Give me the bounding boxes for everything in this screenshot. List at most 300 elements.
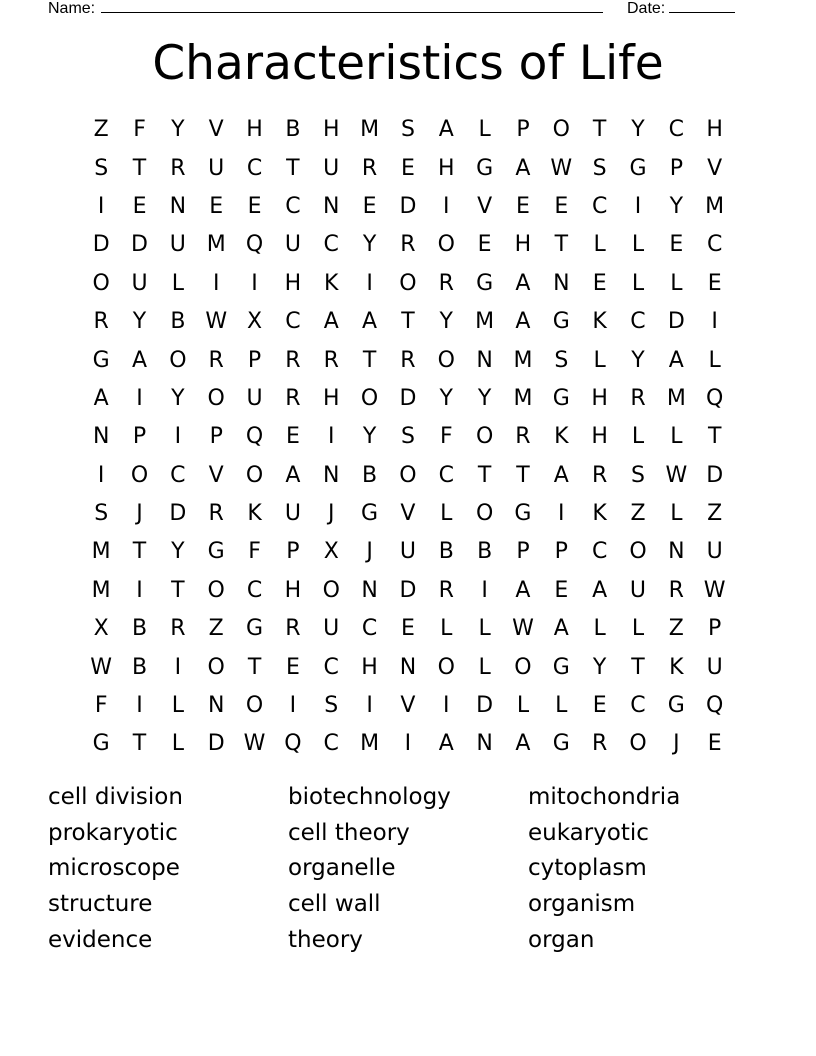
grid-letter[interactable]: H <box>361 654 378 680</box>
date-blank-line[interactable] <box>669 0 735 13</box>
grid-letter[interactable]: S <box>554 347 569 373</box>
grid-letter[interactable]: Z <box>208 616 224 642</box>
grid-letter[interactable]: N <box>361 577 378 603</box>
grid-letter[interactable]: D <box>667 309 685 335</box>
grid-letter[interactable]: A <box>515 155 531 181</box>
grid-letter[interactable]: L <box>171 693 184 719</box>
grid-letter[interactable]: C <box>285 309 301 335</box>
grid-letter[interactable]: C <box>630 309 646 335</box>
grid-letter[interactable]: I <box>97 462 105 488</box>
grid-letter[interactable]: U <box>208 155 225 181</box>
grid-letter[interactable]: D <box>399 577 417 603</box>
grid-letter[interactable]: R <box>630 385 646 411</box>
grid-letter[interactable]: H <box>284 270 302 296</box>
grid-letter[interactable]: W <box>243 731 266 757</box>
grid-letter[interactable]: C <box>630 693 646 719</box>
grid-letter[interactable]: J <box>366 539 373 565</box>
grid-letter[interactable]: G <box>552 385 570 411</box>
grid-letter[interactable]: I <box>443 693 450 719</box>
grid-letter[interactable]: P <box>286 539 300 565</box>
grid-letter[interactable]: P <box>247 347 262 373</box>
grid-letter[interactable]: M <box>360 731 380 757</box>
grid-letter[interactable]: M <box>513 385 533 411</box>
grid-letter[interactable]: R <box>285 385 301 411</box>
grid-letter[interactable]: I <box>136 577 143 603</box>
grid-letter[interactable]: R <box>668 577 684 603</box>
grid-letter[interactable]: O <box>475 501 494 527</box>
grid-letter[interactable]: U <box>284 501 301 527</box>
grid-letter[interactable]: L <box>670 270 683 296</box>
grid-letter[interactable]: H <box>514 232 532 258</box>
grid-letter[interactable]: I <box>136 385 143 411</box>
grid-letter[interactable]: R <box>361 155 378 181</box>
grid-letter[interactable]: M <box>91 539 111 565</box>
grid-letter[interactable]: G <box>476 270 494 296</box>
grid-letter[interactable]: O <box>437 232 455 258</box>
grid-letter[interactable]: O <box>322 577 340 603</box>
grid-letter[interactable]: N <box>207 693 225 719</box>
word-search-grid <box>82 111 734 764</box>
grid-letter[interactable]: E <box>400 155 415 181</box>
grid-letter[interactable]: I <box>174 654 182 680</box>
grid-letter[interactable]: R <box>93 309 109 335</box>
grid-letter[interactable]: Q <box>706 385 724 411</box>
grid-letter[interactable]: O <box>92 270 110 296</box>
grid-letter[interactable]: Q <box>245 424 264 450</box>
grid-letter[interactable]: O <box>130 462 149 488</box>
grid-letter[interactable]: O <box>169 347 187 373</box>
grid-letter[interactable]: W <box>205 309 228 335</box>
grid-letter[interactable]: V <box>400 501 416 527</box>
grid-letter[interactable]: T <box>132 539 147 565</box>
grid-letter[interactable]: C <box>323 654 339 680</box>
grid-row <box>82 495 734 533</box>
grid-letter[interactable]: G <box>667 693 685 719</box>
grid-letter[interactable]: X <box>247 309 263 335</box>
grid-letter[interactable]: P <box>516 539 530 565</box>
grid-letter[interactable]: G <box>476 155 494 181</box>
grid-letter[interactable]: L <box>631 232 645 258</box>
grid-letter[interactable]: O <box>245 462 264 488</box>
grid-letter[interactable]: H <box>706 117 723 143</box>
grid-letter[interactable]: B <box>170 309 186 335</box>
grid-letter[interactable]: A <box>515 731 531 757</box>
grid-letter[interactable]: N <box>323 462 340 488</box>
grid-letter[interactable]: L <box>708 347 721 373</box>
date-field <box>627 0 735 18</box>
grid-letter[interactable]: O <box>514 654 532 680</box>
grid-letter[interactable]: P <box>132 424 147 450</box>
grid-letter[interactable]: L <box>440 501 453 527</box>
grid-letter[interactable]: J <box>136 501 143 527</box>
grid-letter[interactable]: S <box>324 693 339 719</box>
grid-letter[interactable]: L <box>478 654 491 680</box>
word-list-item: microscope <box>48 855 180 882</box>
grid-letter[interactable]: C <box>438 462 454 488</box>
grid-letter[interactable]: V <box>400 693 416 719</box>
grid-letter[interactable]: O <box>399 270 417 296</box>
grid-letter[interactable]: P <box>209 424 223 450</box>
grid-letter[interactable]: A <box>553 616 569 642</box>
grid-letter[interactable]: A <box>323 309 339 335</box>
grid-letter[interactable]: C <box>591 193 608 219</box>
grid-letter[interactable]: A <box>93 385 109 411</box>
grid-letter[interactable]: G <box>246 616 264 642</box>
grid-letter[interactable]: C <box>668 117 685 143</box>
grid-letter[interactable]: U <box>399 539 416 565</box>
grid-letter[interactable]: S <box>400 424 415 450</box>
grid-letter[interactable]: G <box>552 731 570 757</box>
worksheet-header <box>0 0 816 19</box>
grid-letter[interactable]: I <box>711 309 718 335</box>
grid-letter[interactable]: E <box>247 193 262 219</box>
grid-letter[interactable]: K <box>592 309 607 335</box>
grid-letter[interactable]: W <box>665 462 688 488</box>
grid-letter[interactable]: Y <box>362 232 377 258</box>
word-list-item: cytoplasm <box>528 855 647 882</box>
grid-letter[interactable]: B <box>131 616 148 642</box>
grid-letter[interactable]: S <box>592 155 607 181</box>
grid-letter[interactable]: A <box>285 462 301 488</box>
grid-letter[interactable]: Y <box>592 654 607 680</box>
grid-letter[interactable]: C <box>591 539 608 565</box>
grid-letter[interactable]: L <box>555 693 568 719</box>
grid-letter[interactable]: P <box>708 616 722 642</box>
grid-letter[interactable]: O <box>475 424 494 450</box>
grid-letter[interactable]: O <box>207 577 225 603</box>
grid-letter[interactable]: E <box>400 616 415 642</box>
grid-letter[interactable]: S <box>94 155 109 181</box>
grid-letter[interactable]: M <box>91 577 111 603</box>
grid-letter[interactable]: Y <box>171 117 185 143</box>
grid-letter[interactable]: K <box>669 654 684 680</box>
grid-letter[interactable]: C <box>323 232 339 258</box>
grid-letter[interactable]: Y <box>631 117 645 143</box>
grid-letter[interactable]: R <box>170 616 186 642</box>
grid-letter[interactable]: A <box>668 347 684 373</box>
grid-letter[interactable]: G <box>514 501 532 527</box>
grid-letter[interactable]: R <box>285 616 301 642</box>
grid-letter[interactable]: D <box>706 462 724 488</box>
grid-letter[interactable]: R <box>285 347 301 373</box>
grid-letter[interactable]: P <box>554 539 568 565</box>
grid-letter[interactable]: N <box>476 347 493 373</box>
grid-letter[interactable]: Y <box>669 193 684 219</box>
grid-letter[interactable]: E <box>285 424 300 450</box>
grid-letter[interactable]: H <box>591 385 608 411</box>
grid-letter[interactable]: E <box>554 193 569 219</box>
grid-letter[interactable]: U <box>131 270 148 296</box>
grid-letter[interactable]: U <box>706 539 723 565</box>
grid-letter[interactable]: N <box>476 731 493 757</box>
grid-letter[interactable]: I <box>366 270 373 296</box>
grid-letter[interactable]: D <box>399 385 417 411</box>
grid-letter[interactable]: L <box>593 616 606 642</box>
grid-letter[interactable]: M <box>705 193 725 219</box>
grid-letter[interactable]: I <box>443 193 450 219</box>
grid-letter[interactable]: I <box>558 501 565 527</box>
grid-letter[interactable]: I <box>327 424 335 450</box>
grid-letter[interactable]: M <box>666 385 686 411</box>
grid-letter[interactable]: C <box>246 577 263 603</box>
grid-letter[interactable]: L <box>631 424 645 450</box>
grid-letter[interactable]: Z <box>668 616 684 642</box>
grid-letter[interactable]: O <box>207 385 225 411</box>
grid-letter[interactable]: D <box>207 731 225 757</box>
grid-letter[interactable]: O <box>437 347 455 373</box>
grid-letter[interactable]: V <box>707 155 723 181</box>
grid-letter[interactable]: R <box>591 462 608 488</box>
grid-letter[interactable]: R <box>400 347 416 373</box>
grid-letter[interactable]: M <box>475 309 495 335</box>
grid-letter[interactable]: Y <box>362 424 377 450</box>
grid-letter[interactable]: Z <box>707 501 723 527</box>
grid-letter[interactable]: G <box>552 654 570 680</box>
grid-letter[interactable]: C <box>170 462 186 488</box>
grid-letter[interactable]: T <box>401 309 415 335</box>
grid-letter[interactable]: R <box>515 424 531 450</box>
grid-letter[interactable]: N <box>92 424 110 450</box>
grid-letter[interactable]: W <box>512 616 534 642</box>
grid-letter[interactable]: T <box>592 117 607 143</box>
grid-letter[interactable]: R <box>323 347 339 373</box>
grid-letter[interactable]: U <box>629 577 647 603</box>
grid-letter[interactable]: A <box>515 270 531 296</box>
grid-letter[interactable]: G <box>629 155 647 181</box>
grid-letter[interactable]: F <box>94 693 108 719</box>
grid-letter[interactable]: D <box>169 501 187 527</box>
grid-letter[interactable]: T <box>132 155 147 181</box>
grid-letter[interactable]: X <box>323 539 339 565</box>
grid-letter[interactable]: W <box>550 155 573 181</box>
grid-letter[interactable]: A <box>438 731 454 757</box>
grid-letter[interactable]: F <box>439 424 453 450</box>
grid-letter[interactable]: T <box>362 347 377 373</box>
grid-letter[interactable]: O <box>629 731 647 757</box>
grid-letter[interactable]: U <box>169 232 186 258</box>
grid-letter[interactable]: A <box>553 462 569 488</box>
grid-letter[interactable]: S <box>94 501 109 527</box>
grid-letter[interactable]: A <box>438 117 454 143</box>
grid-letter[interactable]: Y <box>477 385 492 411</box>
grid-letter[interactable]: O <box>437 654 455 680</box>
grid-letter[interactable]: T <box>516 462 530 488</box>
grid-letter[interactable]: L <box>171 731 184 757</box>
grid-letter[interactable]: Y <box>171 539 185 565</box>
grid-letter[interactable]: G <box>92 347 110 373</box>
grid-letter[interactable]: O <box>360 385 379 411</box>
grid-letter[interactable]: I <box>136 693 143 719</box>
grid-letter[interactable]: I <box>174 424 182 450</box>
grid-letter[interactable]: T <box>554 232 569 258</box>
grid-letter[interactable]: U <box>284 232 301 258</box>
grid-letter[interactable]: Z <box>93 117 109 143</box>
grid-letter[interactable]: A <box>592 577 608 603</box>
grid-letter[interactable]: L <box>670 424 683 450</box>
grid-letter[interactable]: O <box>207 654 225 680</box>
grid-letter[interactable]: E <box>209 193 224 219</box>
grid-letter[interactable]: B <box>131 654 148 680</box>
grid-letter[interactable]: L <box>516 693 530 719</box>
grid-letter[interactable]: K <box>592 501 607 527</box>
grid-letter[interactable]: W <box>90 654 113 680</box>
grid-letter[interactable]: E <box>362 193 377 219</box>
grid-letter[interactable]: H <box>437 155 455 181</box>
grid-letter[interactable]: N <box>399 654 417 680</box>
grid-letter[interactable]: E <box>669 232 684 258</box>
grid-letter[interactable]: C <box>706 232 723 258</box>
grid-letter[interactable]: K <box>324 270 339 296</box>
grid-letter[interactable]: L <box>631 270 645 296</box>
grid-letter[interactable]: F <box>133 117 146 143</box>
grid-letter[interactable]: I <box>634 193 642 219</box>
grid-letter[interactable]: E <box>554 577 569 603</box>
grid-letter[interactable]: J <box>673 731 680 757</box>
grid-letter[interactable]: I <box>251 270 258 296</box>
grid-letter[interactable]: R <box>400 232 416 258</box>
grid-letter[interactable]: I <box>481 577 488 603</box>
grid-letter[interactable]: T <box>477 462 492 488</box>
grid-letter[interactable]: O <box>399 462 417 488</box>
grid-letter[interactable]: V <box>208 117 224 143</box>
grid-letter[interactable]: H <box>284 577 302 603</box>
grid-letter[interactable]: B <box>477 539 493 565</box>
grid-letter[interactable]: T <box>247 654 262 680</box>
grid-letter[interactable]: L <box>670 501 683 527</box>
grid-letter[interactable]: D <box>131 232 148 258</box>
grid-letter[interactable]: F <box>248 539 261 565</box>
grid-letter[interactable]: O <box>629 539 647 565</box>
grid-letter[interactable]: E <box>516 193 530 219</box>
grid-letter[interactable]: C <box>323 731 339 757</box>
grid-letter[interactable]: E <box>707 270 722 296</box>
grid-letter[interactable]: L <box>478 616 491 642</box>
grid-letter[interactable]: S <box>631 462 645 488</box>
grid-letter[interactable]: R <box>591 731 608 757</box>
grid-letter[interactable]: I <box>404 731 412 757</box>
grid-letter[interactable]: B <box>438 539 454 565</box>
grid-letter[interactable]: Y <box>439 385 453 411</box>
grid-letter[interactable]: R <box>170 155 186 181</box>
grid-letter[interactable]: N <box>323 193 340 219</box>
grid-letter[interactable]: K <box>247 501 262 527</box>
grid-letter[interactable]: R <box>208 501 224 527</box>
grid-letter[interactable]: L <box>478 117 491 143</box>
grid-letter[interactable]: V <box>477 193 493 219</box>
grid-letter[interactable]: I <box>366 693 373 719</box>
grid-letter[interactable]: E <box>707 731 722 757</box>
grid-letter[interactable]: L <box>631 616 645 642</box>
grid-letter[interactable]: C <box>285 193 301 219</box>
grid-letter[interactable]: B <box>362 462 378 488</box>
word-list-item: structure <box>48 891 153 918</box>
grid-letter[interactable]: R <box>208 347 224 373</box>
grid-letter[interactable]: K <box>554 424 569 450</box>
grid-letter[interactable]: Y <box>171 385 185 411</box>
grid-letter[interactable]: E <box>132 193 147 219</box>
grid-letter[interactable]: S <box>400 117 415 143</box>
grid-letter[interactable]: A <box>515 309 531 335</box>
grid-letter[interactable]: P <box>516 117 530 143</box>
grid-letter[interactable]: M <box>206 232 226 258</box>
grid-letter[interactable]: L <box>171 270 184 296</box>
grid-letter[interactable]: L <box>593 232 606 258</box>
grid-letter[interactable]: D <box>92 232 110 258</box>
grid-letter[interactable]: A <box>515 577 531 603</box>
grid-letter[interactable]: D <box>399 193 417 219</box>
grid-letter[interactable]: J <box>327 501 335 527</box>
grid-letter[interactable]: U <box>246 385 263 411</box>
grid-letter[interactable]: L <box>440 616 453 642</box>
grid-letter[interactable]: X <box>93 616 109 642</box>
grid-letter[interactable]: M <box>513 347 533 373</box>
grid-letter[interactable]: Y <box>631 347 645 373</box>
grid-letter[interactable]: H <box>591 424 608 450</box>
grid-letter[interactable]: G <box>92 731 110 757</box>
grid-letter[interactable]: N <box>553 270 570 296</box>
grid-letter[interactable]: C <box>361 616 378 642</box>
grid-letter[interactable]: A <box>131 347 148 373</box>
grid-letter[interactable]: H <box>246 117 263 143</box>
grid-letter[interactable]: G <box>207 539 225 565</box>
grid-letter[interactable]: G <box>361 501 379 527</box>
grid-letter[interactable]: I <box>212 270 220 296</box>
grid-letter[interactable]: P <box>669 155 683 181</box>
grid-letter[interactable]: O <box>245 693 264 719</box>
grid-letter[interactable]: T <box>631 654 645 680</box>
grid-letter[interactable]: I <box>289 693 297 719</box>
grid-letter[interactable]: L <box>593 347 606 373</box>
grid-letter[interactable]: C <box>246 155 263 181</box>
grid-letter[interactable]: V <box>208 462 224 488</box>
grid-letter[interactable]: E <box>592 270 607 296</box>
grid-letter[interactable]: Y <box>439 309 453 335</box>
grid-letter[interactable]: Q <box>284 731 302 757</box>
grid-letter[interactable]: O <box>552 117 570 143</box>
grid-letter[interactable]: H <box>322 117 340 143</box>
grid-letter[interactable]: T <box>286 155 300 181</box>
grid-row <box>82 341 734 379</box>
grid-letter[interactable]: G <box>552 309 570 335</box>
page-title: Characteristics of Life <box>152 36 664 91</box>
grid-letter[interactable]: Q <box>706 693 724 719</box>
grid-letter[interactable]: E <box>285 654 300 680</box>
grid-letter[interactable]: E <box>477 232 492 258</box>
grid-letter[interactable]: B <box>285 117 301 143</box>
grid-letter[interactable]: W <box>703 577 726 603</box>
grid-letter[interactable]: R <box>438 577 454 603</box>
grid-letter[interactable]: A <box>362 309 378 335</box>
grid-letter[interactable]: Y <box>132 309 147 335</box>
grid-letter[interactable]: I <box>97 193 105 219</box>
name-blank-line[interactable] <box>101 0 603 13</box>
grid-letter[interactable]: E <box>592 693 607 719</box>
grid-letter[interactable]: D <box>476 693 494 719</box>
grid-letter[interactable]: N <box>169 193 187 219</box>
grid-letter[interactable]: N <box>668 539 685 565</box>
grid-letter[interactable]: U <box>323 616 340 642</box>
grid-letter[interactable]: M <box>360 117 380 143</box>
grid-letter[interactable]: Z <box>630 501 646 527</box>
grid-letter[interactable]: Q <box>245 232 264 258</box>
grid-letter[interactable]: R <box>438 270 454 296</box>
grid-letter[interactable]: T <box>171 577 185 603</box>
grid-letter[interactable]: U <box>706 654 723 680</box>
grid-letter[interactable]: U <box>323 155 340 181</box>
grid-letter[interactable]: H <box>322 385 340 411</box>
grid-letter[interactable]: T <box>132 731 147 757</box>
grid-letter[interactable]: T <box>707 424 722 450</box>
